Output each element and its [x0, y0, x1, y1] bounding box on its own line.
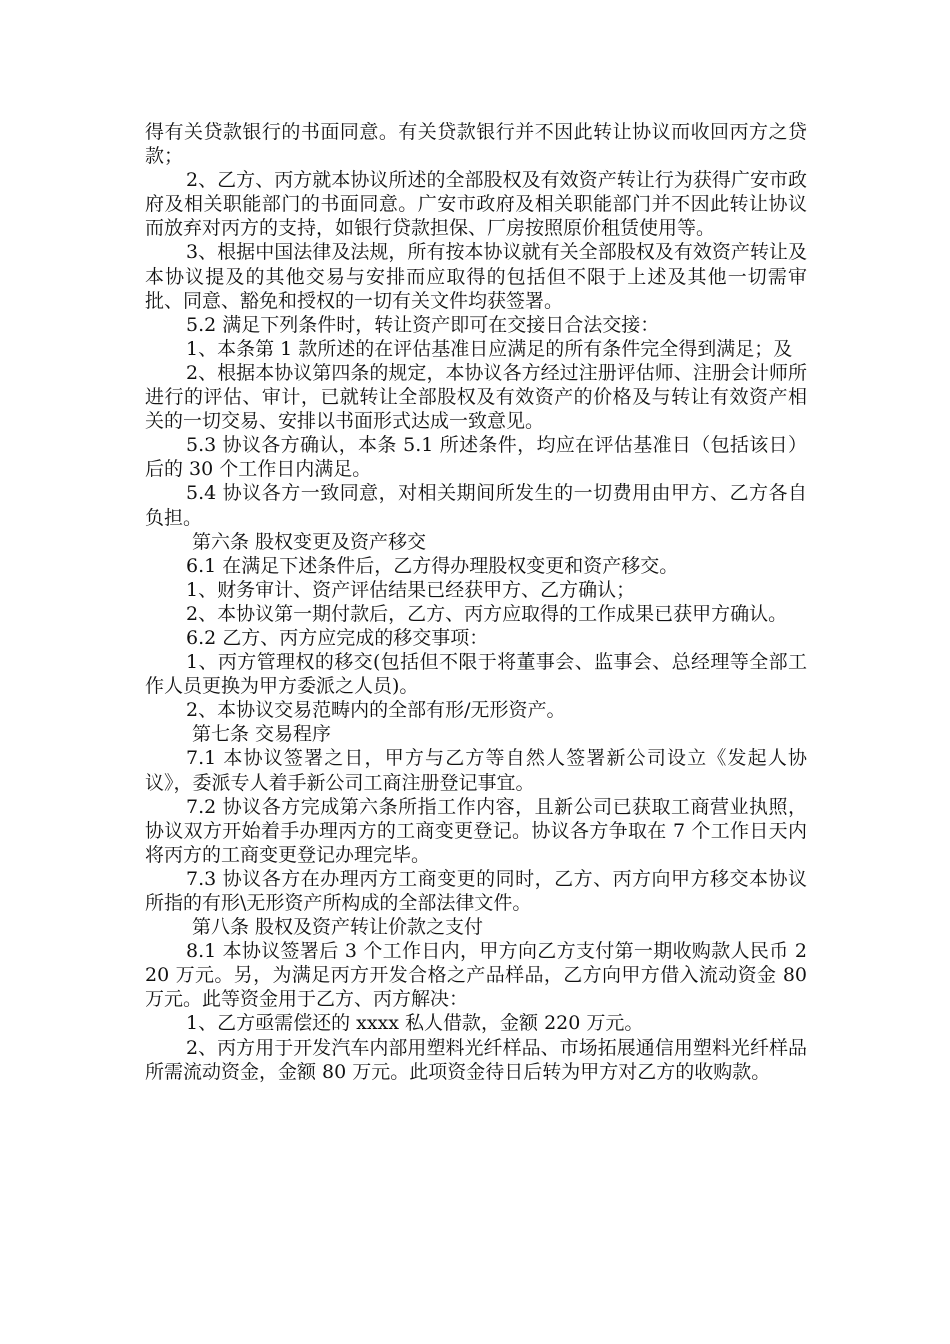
paragraph: 2、丙方用于开发汽车内部用塑料光纤样品、市场拓展通信用塑料光纤样品所需流动资金，金额 80 万元。此项资金待日后转为甲方对乙方的收购款。 — [145, 1036, 807, 1083]
paragraph: 5.2 满足下列条件时，转让资产即可在交接日合法交接： — [186, 313, 660, 336]
paragraph: 1、本条第 1 款所述的在评估基准日应满足的所有条件完全得到满足；及 — [186, 337, 793, 360]
paragraph: 2、根据本协议第四条的规定，本协议各方经过注册评估师、注册会计师所进行的评估、审计，已就转让全部股权及有效资产的价格及与转让有效资产相关的一切交易、安排以书面形式达成一致意见。 — [145, 361, 807, 433]
paragraph: 8.1 本协议签署后 3 个工作日内，甲方向乙方支付第一期收购款人民币 220 万元。另，为满足丙方开发合格之产品样品，乙方向甲方借入流动资金 80 万元。此等资金用于乙方、丙方解决： — [145, 940, 807, 1011]
section-heading: 第六条 股权变更及资产移交 — [192, 530, 427, 553]
paragraph: 7.2 协议各方完成第六条所指工作内容，且新公司已获取工商营业执照，协议双方开始着手办理丙方的工商变更登记。协议各方争取在 7 个工作日天内将丙方的工商变更登记办理完毕。 — [145, 795, 807, 866]
paragraph: 6.2 乙方、丙方应完成的移交事项： — [186, 626, 489, 649]
paragraph: 5.4 协议各方一致同意，对相关期间所发生的一切费用由甲方、乙方各自负担。 — [145, 482, 807, 529]
document-body — [145, 120, 807, 1084]
paragraph: 1、乙方亟需偿还的 xxxx 私人借款，金额 220 万元。 — [186, 1012, 644, 1035]
section-heading: 第八条 股权及资产转让价款之支付 — [192, 916, 484, 939]
paragraph: 2、本协议第一期付款后，乙方、丙方应取得的工作成果已获甲方确认。 — [186, 602, 788, 625]
paragraph: 7.1 本协议签署之日，甲方与乙方等自然人签署新公司设立《发起人协议》，委派专人着手新公司工商注册登记事宜。 — [145, 747, 807, 794]
paragraph: 1、丙方管理权的移交(包括但不限于将董事会、监事会、总经理等全部工作人员更换为甲方委派之人员)。 — [145, 651, 807, 698]
paragraph: 7.3 协议各方在办理丙方工商变更的同时，乙方、丙方向甲方移交本协议所指的有形\无形资产所构成的全部法律文件。 — [145, 867, 807, 914]
paragraph: 1、财务审计、资产评估结果已经获甲方、乙方确认； — [186, 578, 636, 601]
section-heading: 第七条 交易程序 — [192, 723, 332, 746]
paragraph: 2、乙方、丙方就本协议所述的全部股权及有效资产转让行为获得广安市政府及相关职能部门的书面同意。广安市政府及相关职能部门并不因此转让协议而放弃对丙方的支持，如银行贷款担保、厂房按照原价租赁使用等。 — [145, 169, 807, 240]
paragraph: 5.3 协议各方确认，本条 5.1 所述条件，均应在评估基准日（包括该日）后的 30 个工作日内满足。 — [145, 434, 807, 481]
paragraph: 2、本协议交易范畴内的全部有形/无形资产。 — [186, 699, 566, 722]
paragraph: 得有关贷款银行的书面同意。有关贷款银行并不因此转让协议而收回丙方之贷款； — [145, 121, 807, 168]
paragraph: 6.1 在满足下述条件后，乙方得办理股权变更和资产移交。 — [186, 554, 679, 577]
paragraph: 3、根据中国法律及法规，所有按本协议就有关全部股权及有效资产转让及本协议提及的其他交易与安排而应取得的包括但不限于上述及其他一切需审批、同意、豁免和授权的一切有关文件均获签署。 — [145, 241, 807, 312]
